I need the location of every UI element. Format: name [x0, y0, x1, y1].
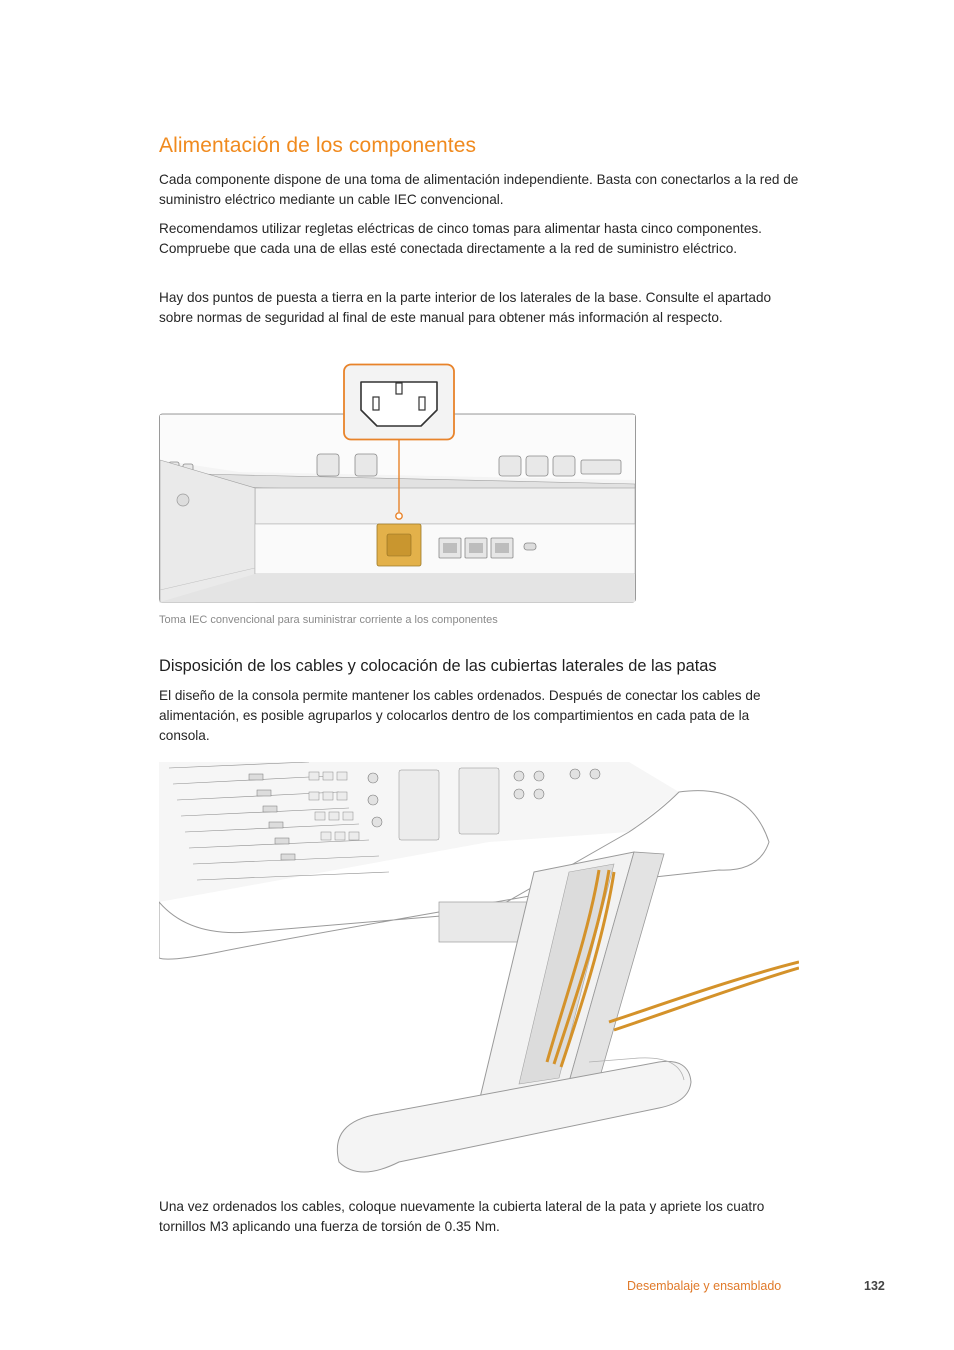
- paragraph-power-strips: Recomendamos utilizar regletas eléctricas de cinco tomas para alimentar hasta cinco componentes. Compruebe que cada una de ellas esté conectada directamente a la red de suministro eléctrico.: [159, 221, 762, 256]
- subsection-heading: Disposición de los cables y colocación de las cubiertas laterales de las patas: [159, 657, 717, 675]
- section-heading: Alimentación de los componentes: [159, 134, 477, 157]
- iec-socket-figure: [159, 362, 637, 604]
- paragraph-cable-management: El diseño de la consola permite mantener los cables ordenados. Después de conectar los cables de alimentación, es posible agruparlos y colocarlos dentro de los compartimientos en cada pata de la consola.: [159, 688, 761, 743]
- paragraph-grounding: Hay dos puntos de puesta a tierra en la parte interior de los laterales de la base. Consulte el apartado sobre normas de seguridad al final de este manual para obtener más información al respecto.: [159, 290, 772, 325]
- footer-section-label: Desembalaje y ensamblado: [627, 1279, 782, 1293]
- console-leg-figure: [159, 762, 799, 1182]
- figure-caption: Toma IEC convencional para suministrar corriente a los componentes: [159, 614, 498, 626]
- paragraph-leg-cover: Una vez ordenados los cables, coloque nuevamente la cubierta lateral de la pata y apriete los cuatro tornillos M3 aplicando una fuerza de torsión de 0.35 Nm.: [159, 1199, 765, 1234]
- page-number: 132: [864, 1279, 885, 1293]
- paragraph-intro: Cada componente dispone de una toma de alimentación independiente. Basta con conectarlos a la red de suministro eléctrico mediante un cable IEC convencional.: [159, 172, 799, 207]
